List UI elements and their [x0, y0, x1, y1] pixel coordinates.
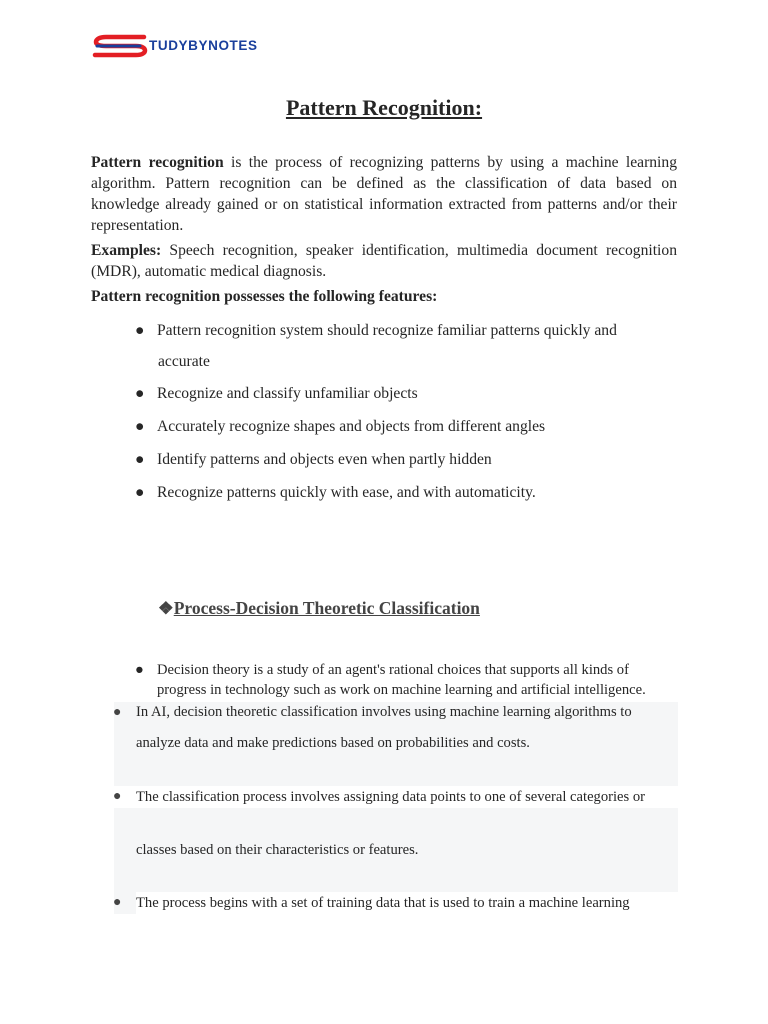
ai-bullet-text: The process begins with a set of training data that is used to train a machine learning — [136, 895, 630, 911]
page-title: Pattern Recognition: — [285, 95, 483, 120]
examples-paragraph — [91, 240, 677, 282]
bullet-icon: ● — [135, 418, 145, 435]
bullet-icon: ● — [135, 484, 145, 501]
intro-paragraph — [91, 152, 677, 236]
bullet-icon: ● — [113, 789, 122, 804]
bullet-icon: ● — [135, 385, 145, 402]
decision-text-line1: Decision theory is a study of an agent's rational choices that supports all kinds of — [157, 662, 629, 678]
feature-text: Recognize patterns quickly with ease, and with automaticity. — [157, 484, 536, 501]
decision-text-line2: progress in technology such as work on machine learning and artificial intelligence. — [157, 682, 646, 698]
bullet-icon: ● — [135, 322, 145, 339]
studybynotes-logo[interactable] — [92, 33, 302, 59]
intro-term: Pattern recognition — [91, 154, 224, 171]
feature-text: Recognize and classify unfamiliar objects — [157, 385, 418, 402]
section-heading-text: Process-Decision Theoretic Classification — [173, 598, 480, 618]
feature-text: Accurately recognize shapes and objects from different angles — [157, 418, 546, 435]
examples-label: Examples: — [91, 242, 162, 259]
logo-s-mark-icon — [92, 33, 148, 59]
bullet-icon: ● — [135, 451, 145, 468]
intro-text: is the process of recognizing patterns by using a machine learning algorithm. Pattern recognition can be defined as the classification of data based on knowledge already gained or on statistical information extracted from patterns and/or their representation. — [91, 154, 677, 234]
ai-bullet-text: classes based on their characteristics or features. — [136, 842, 419, 858]
section-heading — [158, 598, 480, 619]
ai-bullet-text: In AI, decision theoretic classification involves using machine learning algorithms to — [136, 704, 632, 720]
bullet-icon: ● — [113, 895, 122, 910]
diamond-ornament-icon: ❖ — [158, 598, 174, 618]
ai-bullet-text: The classification process involves assigning data points to one of several categories or — [136, 789, 646, 805]
feature-text: accurate — [158, 353, 210, 370]
examples-text: Speech recognition, speaker identification, multimedia document recognition (MDR), automatic medical diagnosis. — [91, 242, 677, 280]
logo-text: TUDYBYNOTES — [149, 38, 258, 53]
feature-text: Identify patterns and objects even when partly hidden — [157, 451, 492, 468]
bullet-icon: ● — [135, 662, 144, 678]
bullet-icon: ● — [113, 705, 122, 720]
feature-text: Pattern recognition system should recognize familiar patterns quickly and — [157, 322, 617, 339]
features-heading: Pattern recognition possesses the following features: — [91, 288, 438, 305]
ai-bullet-text: analyze data and make predictions based on probabilities and costs. — [136, 735, 530, 751]
